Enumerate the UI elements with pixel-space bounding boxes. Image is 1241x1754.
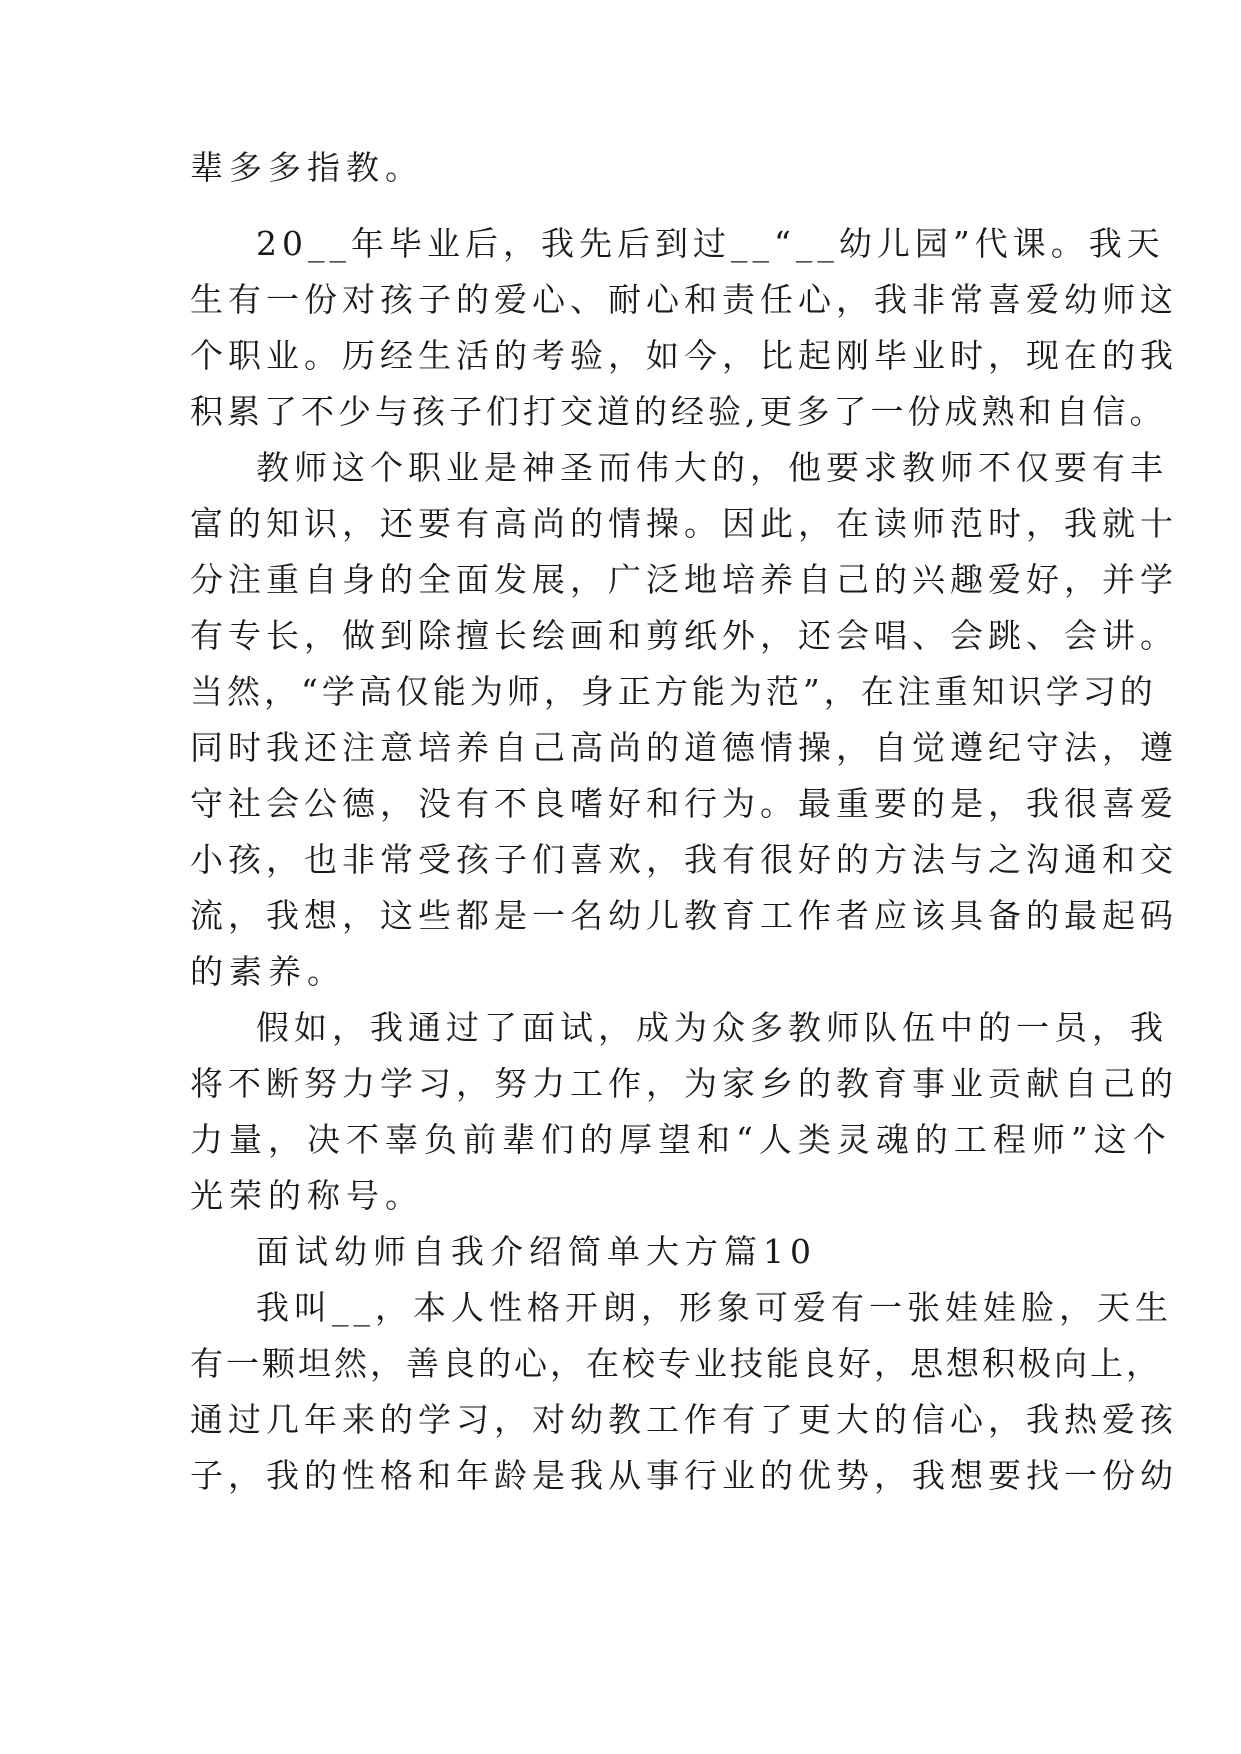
text-line: 光荣的称号。: [190, 1176, 424, 1215]
paragraph-first-line: 假如，我通过了面试，成为众多教师队伍中的一员，我: [256, 1008, 1168, 1047]
text-line: 小孩，也非常受孩子们喜欢，我有很好的方法与之沟通和交: [190, 840, 1178, 879]
text-line: 有专长，做到除擅长绘画和剪纸外，还会唱、会跳、会讲。: [190, 616, 1178, 655]
text-line: 当然，“学高仅能为师，身正方能为范”，在注重知识学习的: [190, 672, 1157, 711]
text-line: 辈多多指教。: [190, 148, 424, 187]
text-line: 积累了不少与孩子们打交道的经验,更多了一份成熟和自信。: [190, 392, 1167, 431]
text-line: 子，我的性格和年龄是我从事行业的优势，我想要找一份幼: [190, 1456, 1178, 1495]
text-line: 有一颗坦然，善良的心，在校专业技能良好，思想积极向上，: [190, 1344, 1162, 1383]
paragraph-first-line: 我叫__，本人性格开朗，形象可爱有一张娃娃脸，天生: [256, 1288, 1173, 1327]
text-line: 分注重自身的全面发展，广泛地培养自己的兴趣爱好，并学: [190, 560, 1178, 599]
text-line: 同时我还注意培养自己高尚的道德情操，自觉遵纪守法，遵: [190, 728, 1178, 767]
text-line: 将不断努力学习，努力工作，为家乡的教育事业贡献自己的: [190, 1064, 1178, 1103]
text-line: 力量，决不辜负前辈们的厚望和“人类灵魂的工程师”这个: [190, 1120, 1172, 1159]
text-line: 个职业。历经生活的考验，如今，比起刚毕业时，现在的我: [190, 336, 1178, 375]
paragraph-first-line: 20__年毕业后，我先后到过__“__幼儿园”代课。我天: [256, 224, 1165, 263]
section-heading: 面试幼师自我介绍简单大方篇10: [256, 1232, 817, 1271]
paragraph-first-line: 教师这个职业是神圣而伟大的，他要求教师不仅要有丰: [256, 448, 1168, 487]
text-line: 流，我想，这些都是一名幼儿教育工作者应该具备的最起码: [190, 896, 1178, 935]
text-line: 的素养。: [190, 952, 346, 991]
text-line: 通过几年来的学习，对幼教工作有了更大的信心，我热爱孩: [190, 1400, 1178, 1439]
text-line: 守社会公德，没有不良嗜好和行为。最重要的是，我很喜爱: [190, 784, 1178, 823]
text-line: 富的知识，还要有高尚的情操。因此，在读师范时，我就十: [190, 504, 1178, 543]
text-line: 生有一份对孩子的爱心、耐心和责任心，我非常喜爱幼师这: [190, 280, 1178, 319]
